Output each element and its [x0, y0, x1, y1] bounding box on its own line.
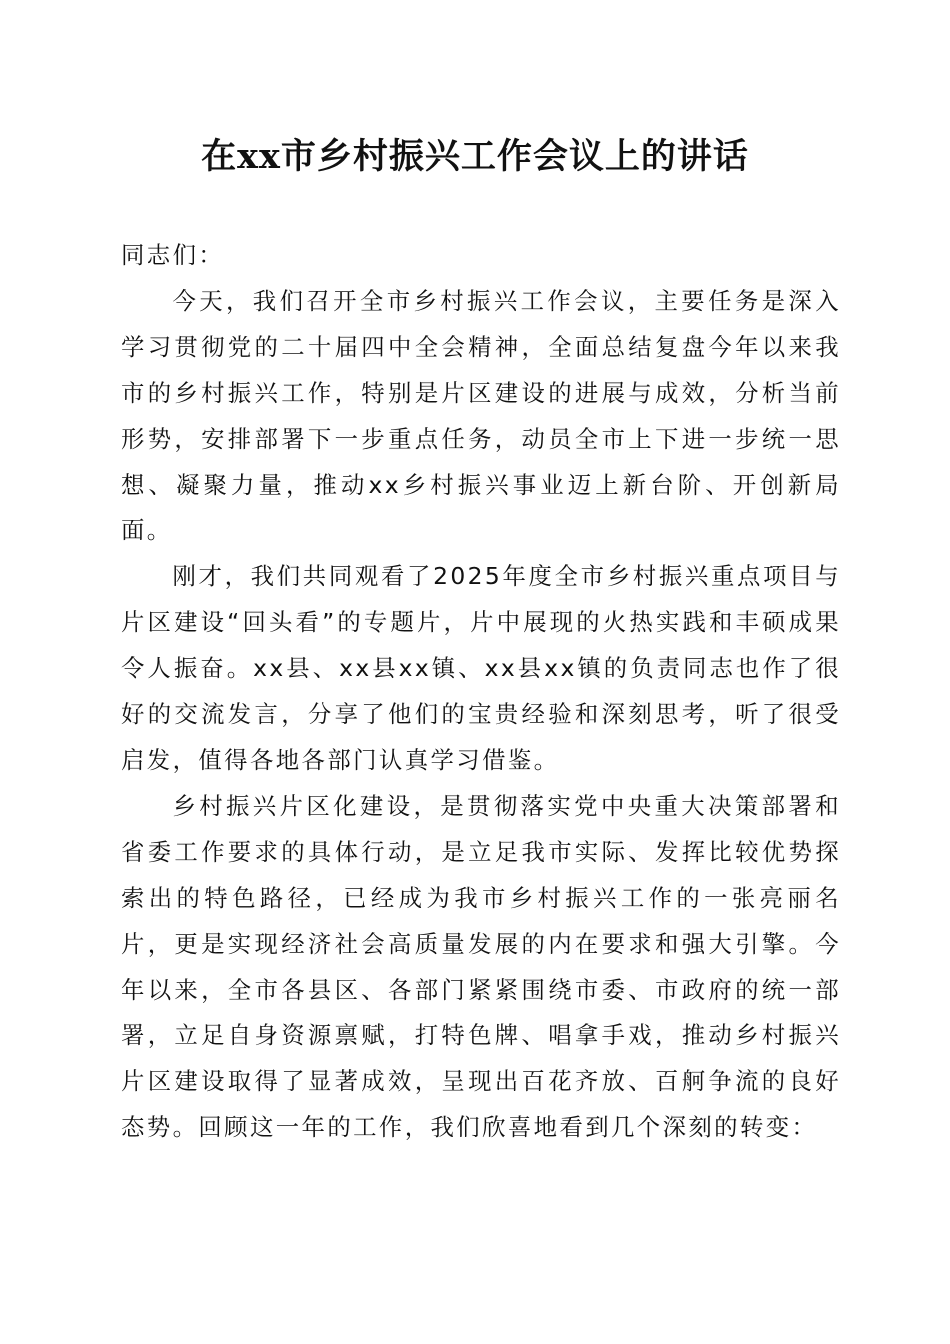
- speech-body: [121, 233, 841, 1151]
- salutation: 同志们：: [121, 241, 225, 269]
- paragraph: 刚才，我们共同观看了2025年度全市乡村振兴重点项目与片区建设“回头看”的专题片，片中展现的火热实践和丰硕成果令人振奋。xx县、xx县xx镇、xx县xx镇的负责同志也作了很好的交流发言，分享了他们的宝贵经验和深刻思考，听了很受启发，值得各地各部门认真学习借鉴。: [121, 562, 841, 774]
- paragraph: 今天，我们召开全市乡村振兴工作会议，主要任务是深入学习贯彻党的二十届四中全会精神，全面总结复盘今年以来我市的乡村振兴工作，特别是片区建设的进展与成效，分析当前形势，安排部署下一步重点任务，动员全市上下进一步统一思想、凝聚力量，推动xx乡村振兴事业迈上新台阶、开创新局面。: [121, 286, 841, 545]
- page-title: 在xx市乡村振兴工作会议上的讲话: [201, 136, 749, 177]
- paragraph: 乡村振兴片区化建设，是贯彻落实党中央重大决策部署和省委工作要求的具体行动，是立足我市实际、发挥比较优势探索出的特色路径，已经成为我市乡村振兴工作的一张亮丽名片，更是实现经济社会高质量发展的内在要求和强大引擎。今年以来，全市各县区、各部门紧紧围绕市委、市政府的统一部署，立足自身资源禀赋，打特色牌、唱拿手戏，推动乡村振兴片区建设取得了显著成效，呈现出百花齐放、百舸争流的良好态势。回顾这一年的工作，我们欣喜地看到几个深刻的转变：: [121, 791, 841, 1142]
